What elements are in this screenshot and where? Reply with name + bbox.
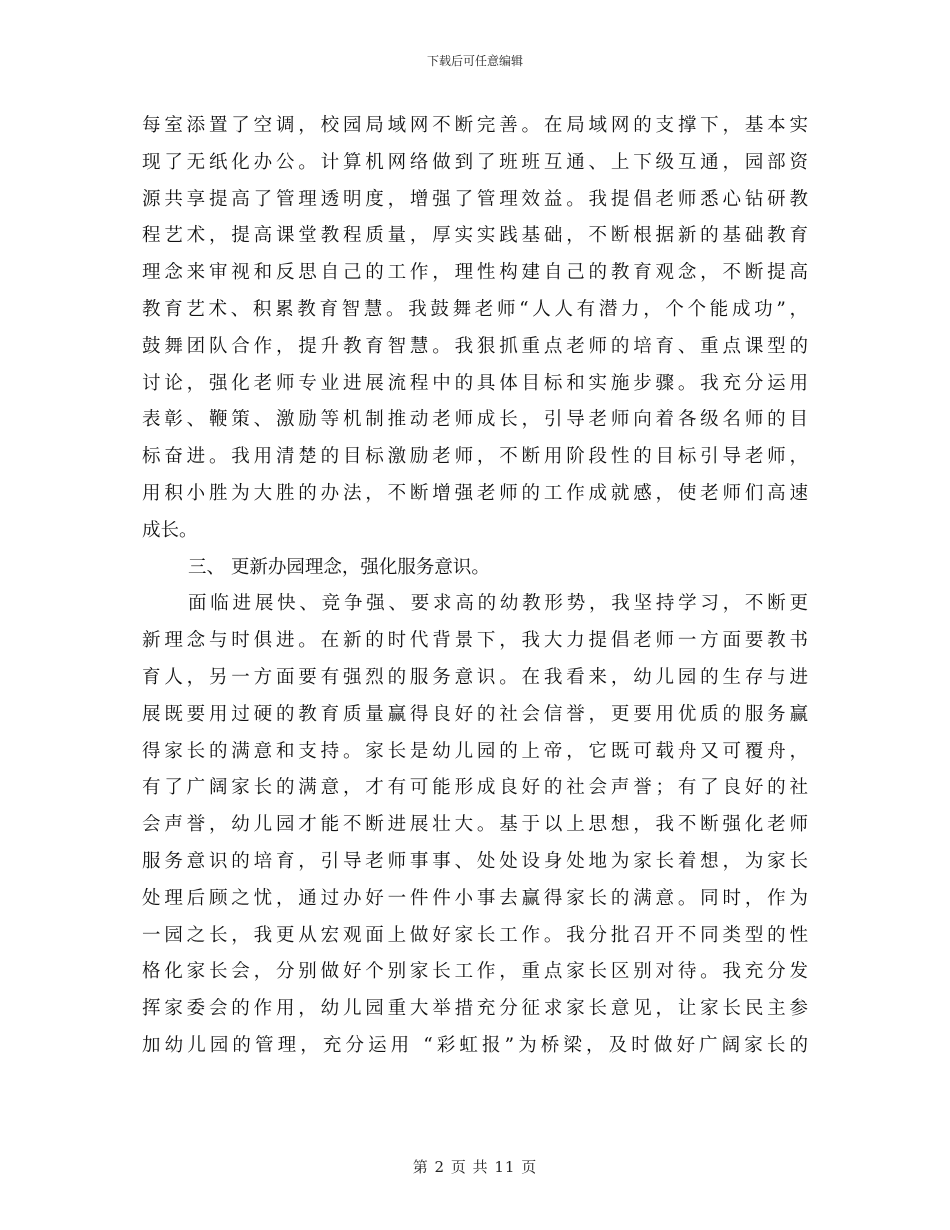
body-line: 一园之长，我更从宏观面上做好家长工作。我分批召开不同类型的性 [142, 924, 808, 946]
body-line: 现了无纸化办公。计算机网络做到了班班互通、上下级互通，园部资 [142, 151, 808, 173]
body-line: 教育艺术、积累教育智慧。我鼓舞老师“人人有潜力，个个能成功”， [142, 298, 808, 320]
document-body [142, 108, 808, 1065]
body-line: 新理念与时俱进。在新的时代背景下，我大力提倡老师一方面要教书 [142, 630, 808, 652]
body-line: 挥家委会的作用，幼儿园重大举措充分征求家长意见，让家长民主参 [142, 998, 808, 1020]
body-line: 每室添置了空调，校园局域网不断完善。在局域网的支撑下，基本实 [142, 115, 808, 136]
body-line: 会声誉，幼儿园才能不断进展壮大。基于以上思想，我不断强化老师 [142, 814, 808, 836]
body-line: 源共享提高了管理透明度，增强了管理效益。我提倡老师悉心钻研教 [142, 188, 808, 210]
body-line: 面临进展快、竞争强、要求高的幼教形势，我坚持学习，不断更 [188, 593, 808, 615]
page-header: 下载后可任意编辑 [426, 54, 523, 68]
body-line: 程艺术，提高课堂教程质量，厚实实践基础，不断根据新的基础教育 [142, 225, 808, 247]
page-footer: 第 2 页 共 11 页 [412, 1158, 538, 1176]
body-line: 得家长的满意和支持。家长是幼儿园的上帝，它既可载舟又可覆舟， [142, 740, 808, 762]
body-line: 展既要用过硬的教育质量赢得良好的社会信誉，更要用优质的服务赢 [142, 703, 808, 725]
body-line: 格化家长会，分别做好个别家长工作，重点家长区别对待。我充分发 [142, 961, 808, 983]
body-line: 成长。 [142, 519, 198, 541]
body-line: 服务意识的培育，引导老师事事、处处设身处地为家长着想，为家长 [142, 850, 808, 872]
body-line: 鼓舞团队合作，提升教育智慧。我狠抓重点老师的培育、重点课型的 [142, 335, 808, 357]
body-line: 加幼儿园的管理，充分运用 “彩虹报”为桥梁，及时做好广阔家长的 [142, 1034, 808, 1056]
body-line: 处理后顾之忧，通过办好一件件小事去赢得家长的满意。同时，作为 [142, 887, 808, 909]
body-line: 有了广阔家长的满意，才有可能形成良好的社会声誉；有了良好的社 [142, 777, 808, 799]
body-line: 讨论，强化老师专业进展流程中的具体目标和实施步骤。我充分运用 [142, 372, 808, 394]
body-line: 标奋进。我用清楚的目标激励老师，不断用阶段性的目标引导老师， [142, 446, 808, 468]
body-line: 理念来审视和反思自己的工作，理性构建自己的教育观念，不断提高 [142, 262, 808, 284]
body-line: 表彰、鞭策、激励等机制推动老师成长，引导老师向着各级名师的目 [142, 409, 808, 431]
section-heading: 三、 更新办园理念，强化服务意识。 [188, 556, 490, 578]
body-line: 育人，另一方面要有强烈的服务意识。在我看来，幼儿园的生存与进 [142, 666, 808, 688]
body-line: 用积小胜为大胜的办法，不断增强老师的工作成就感，使老师们高速 [142, 482, 808, 504]
